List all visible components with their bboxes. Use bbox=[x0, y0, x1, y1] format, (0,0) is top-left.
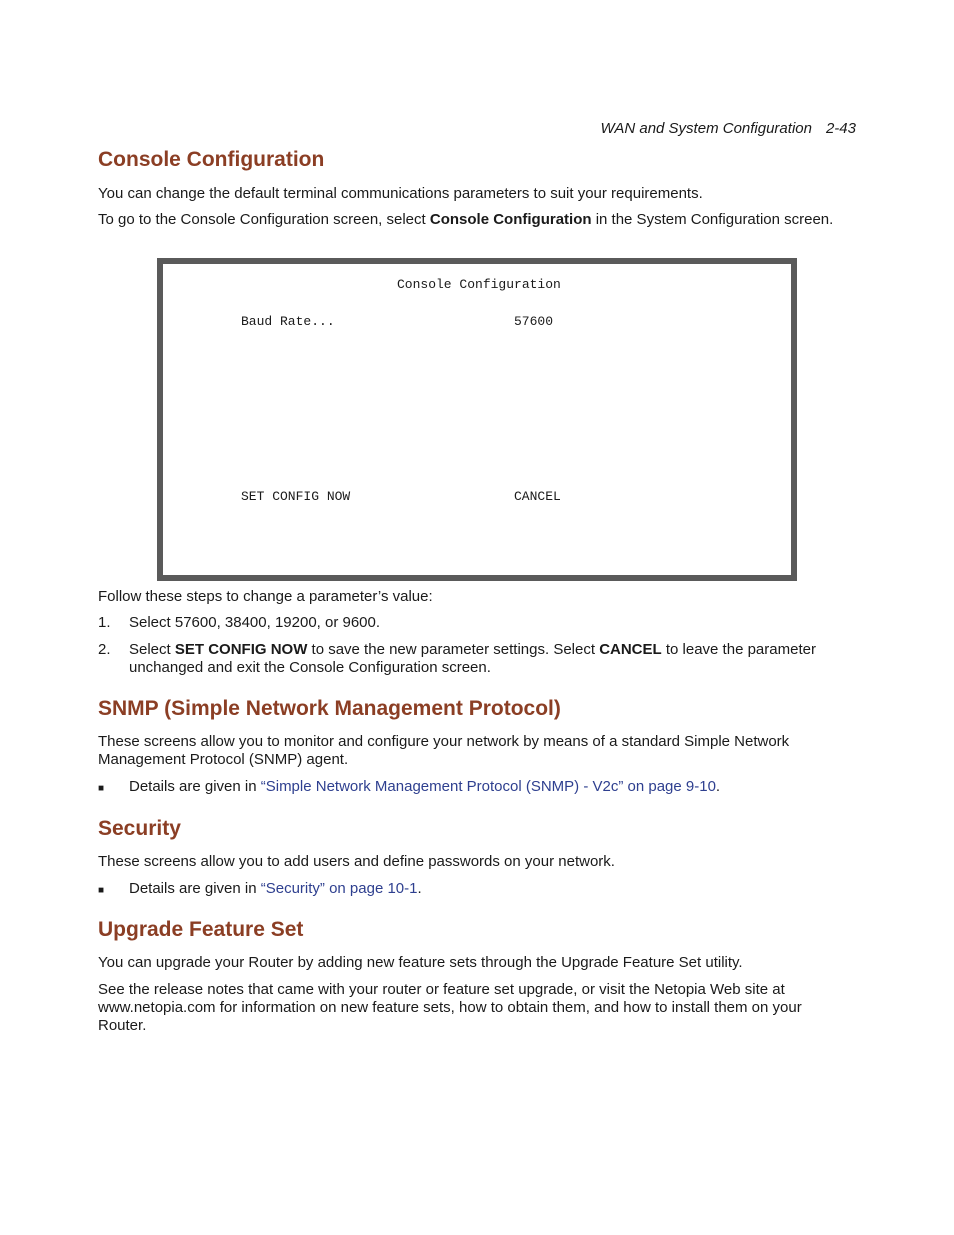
header-section: WAN and System Configuration bbox=[600, 120, 812, 137]
console-screen-figure bbox=[157, 258, 797, 581]
step-2-post: to leave the parameter unchanged and exit the Console Configuration screen. bbox=[129, 641, 816, 676]
baud-rate-value: 57600 bbox=[514, 314, 554, 329]
heading-console-configuration: Console Configuration bbox=[98, 148, 325, 171]
snmp-bullet bbox=[129, 778, 839, 796]
security-bullet-pre: Details are given in bbox=[129, 880, 261, 897]
console-goto-post: in the System Configuration screen. bbox=[591, 211, 834, 228]
security-bullet-icon: ■ bbox=[98, 885, 105, 896]
heading-snmp: SNMP (Simple Network Management Protocol) bbox=[98, 697, 561, 720]
step-2-cancel: CANCEL bbox=[599, 641, 662, 658]
snmp-page-link[interactable]: “Simple Network Management Protocol (SNMP) - V2c” on page 9-10 bbox=[260, 778, 716, 795]
step-1-number: 1. bbox=[98, 614, 111, 631]
step-2-set-config: SET CONFIG NOW bbox=[174, 641, 308, 658]
cancel-label: CANCEL bbox=[514, 489, 561, 504]
snmp-bullet-pre: Details are given in bbox=[129, 778, 261, 795]
console-goto-bold: Console Configuration bbox=[429, 211, 592, 228]
upgrade-text-1: You can upgrade your Router by adding new feature sets through the Upgrade Feature Set utility. bbox=[98, 954, 743, 971]
snmp-bullet-post: . bbox=[715, 778, 721, 795]
upgrade-text-2: See the release notes that came with your router or feature set upgrade, or visit the Netopia Web site at www.netopia.com for information on new feature sets, how to obtain them, and how to install them on your Router. bbox=[98, 981, 802, 1034]
step-2-mid: to save the new parameter settings. Select bbox=[307, 641, 600, 658]
steps-intro: Follow these steps to change a parameter’s value: bbox=[98, 588, 433, 605]
security-bullet-post: . bbox=[417, 880, 422, 897]
security-bullet bbox=[129, 880, 839, 898]
step-2-pre: Select bbox=[129, 641, 175, 658]
console-goto-pre: To go to the Console Configuration screen, select bbox=[98, 211, 430, 228]
step-2-text bbox=[129, 641, 839, 677]
heading-security: Security bbox=[98, 817, 181, 840]
baud-rate-label: Baud Rate... bbox=[241, 314, 335, 329]
security-text: These screens allow you to add users and define passwords on your network. bbox=[98, 853, 615, 870]
terminal-title: Console Configuration bbox=[397, 277, 561, 292]
snmp-bullet-icon: ■ bbox=[98, 783, 105, 794]
snmp-text: These screens allow you to monitor and configure your network by means of a standard Simple Network Management Protocol (SNMP) agent. bbox=[98, 733, 790, 768]
security-page-link[interactable]: “Security” on page 10-1 bbox=[260, 880, 418, 897]
page-number: 2-43 bbox=[825, 120, 856, 137]
console-intro: You can change the default terminal communications parameters to suit your requirements. bbox=[98, 185, 703, 202]
set-config-now-label: SET CONFIG NOW bbox=[241, 489, 351, 504]
running-header bbox=[600, 120, 856, 137]
heading-upgrade-feature-set: Upgrade Feature Set bbox=[98, 918, 304, 941]
step-1-text: Select 57600, 38400, 19200, or 9600. bbox=[129, 614, 381, 631]
console-goto bbox=[98, 211, 838, 229]
step-2-number: 2. bbox=[98, 641, 111, 658]
